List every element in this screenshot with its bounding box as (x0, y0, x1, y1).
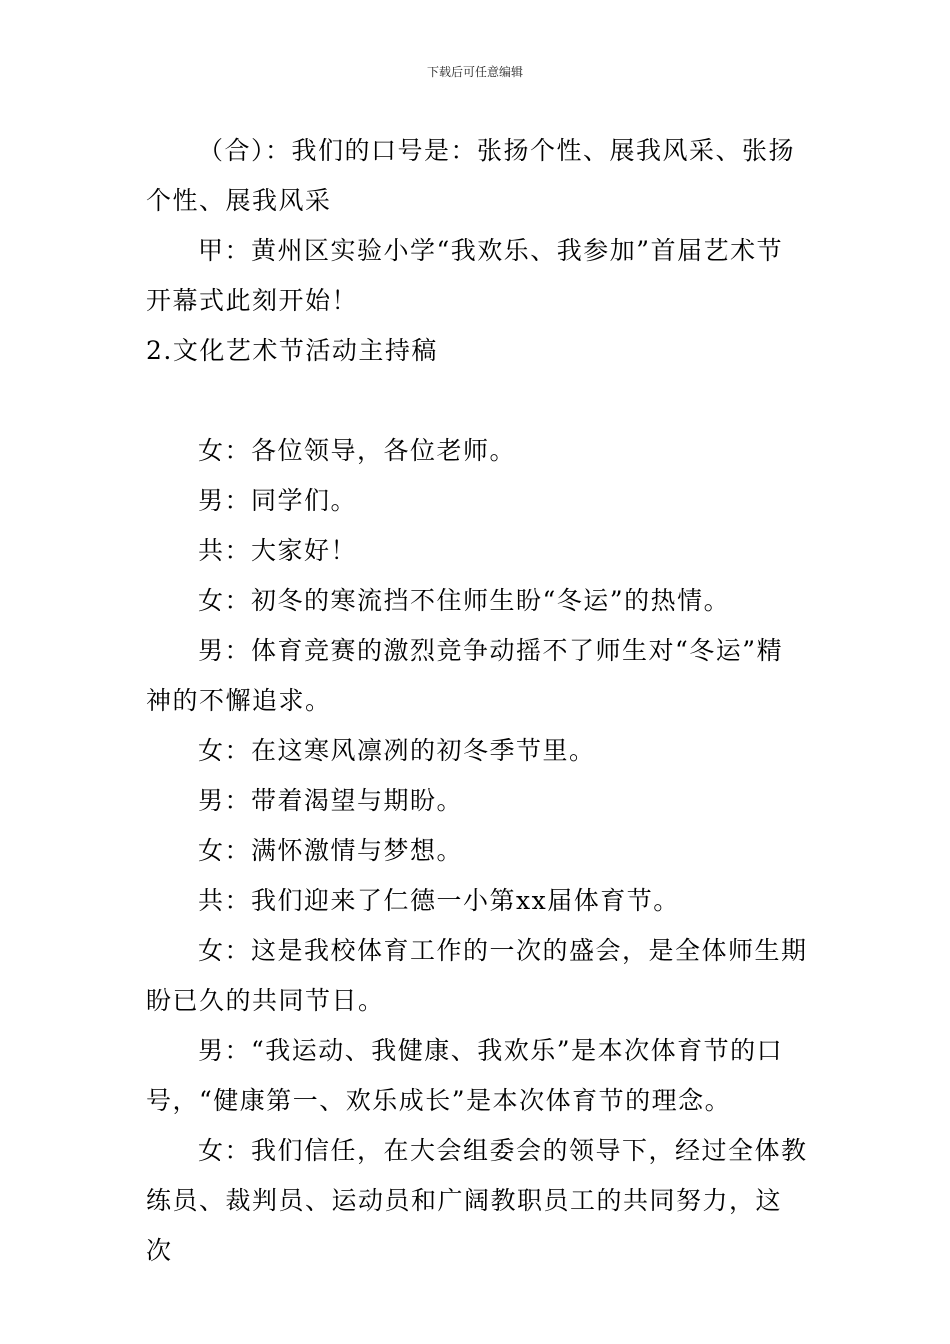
blank-line (146, 376, 808, 426)
paragraph-line: 男：带着渴望与期盼。 (198, 786, 464, 815)
paragraph-line: 女：满怀激情与梦想。 (198, 836, 464, 865)
paragraph-line: 女：初冬的寒流挡不住师生盼“冬运”的热情。 (198, 586, 731, 615)
paragraph-line: 男：“我运动、我健康、我欢乐”是本次体育节的口号，“健康第一、欢乐成长”是本次体育节的理念。 (146, 1036, 784, 1115)
document-body (146, 126, 808, 1276)
section-heading: 2.文化艺术节活动主持稿 (146, 336, 438, 365)
paragraph-greeting-leaders: 女：各位领导，各位老师。 (198, 436, 517, 465)
paragraph-line: 男：体育竞赛的激烈竞争动摇不了师生对“冬运”精神的不懈追求。 (146, 636, 784, 715)
paragraph-slogan: （合）：我们的口号是：张扬个性、展我风采、张扬个性、展我风采 (146, 136, 796, 215)
paragraph-line: 女：这是我校体育工作的一次的盛会，是全体师生期盼已久的共同节日。 (146, 936, 808, 1015)
paragraph-line: 女：在这寒风凛冽的初冬季节里。 (198, 736, 596, 765)
page-header-note: 下载后可任意编辑 (426, 65, 523, 79)
paragraph-line: 女：我们信任，在大会组委会的领导下，经过全体教练员、裁判员、运动员和广阔教职员工的共同努力，这次 (146, 1136, 808, 1265)
paragraph-opening-announcement: 甲：黄州区实验小学“我欢乐、我参加”首届艺术节开幕式此刻开始！ (146, 236, 784, 315)
paragraph-greeting-all: 共：大家好！ (198, 536, 358, 565)
paragraph-greeting-students: 男：同学们。 (198, 486, 358, 515)
paragraph-line: 共：我们迎来了仁德一小第xx届体育节。 (198, 886, 680, 915)
